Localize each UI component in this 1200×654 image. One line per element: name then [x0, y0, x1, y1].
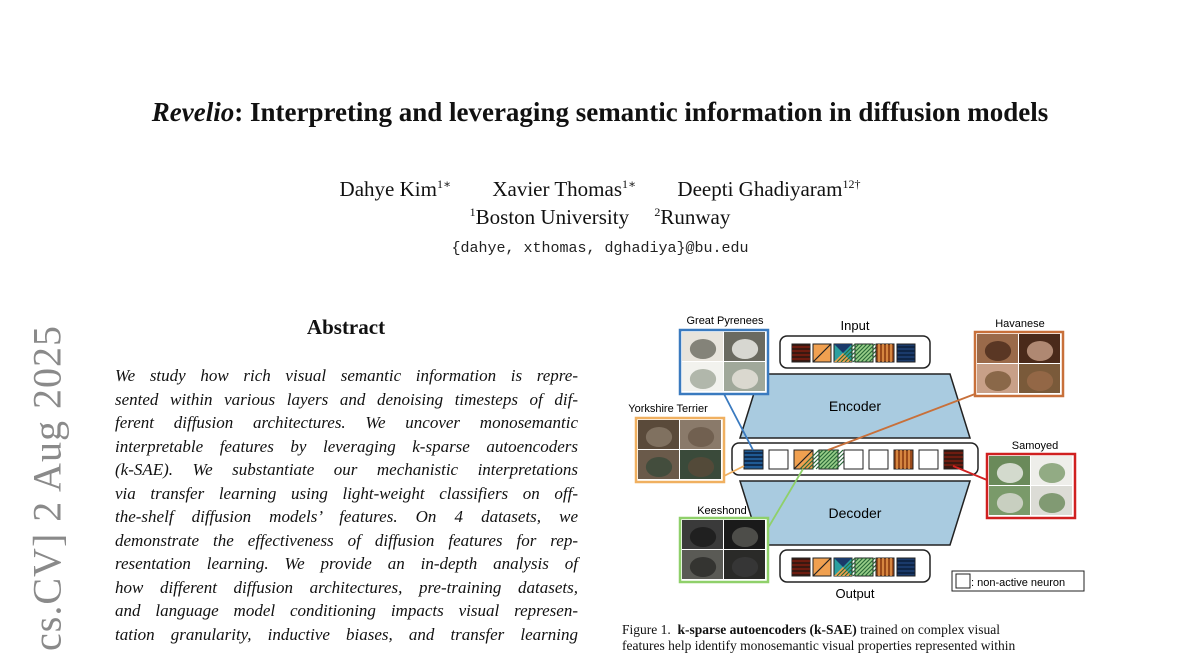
abstract-line: ferent diffusion architectures. We uncover monosemantic — [115, 413, 578, 432]
abstract-body — [115, 364, 578, 646]
neuron-cell — [894, 450, 913, 469]
dog-shape — [732, 339, 758, 359]
class-label: Keeshond — [697, 505, 747, 517]
abstract-line: resentation learning. We provide an in-depth analysis of — [115, 554, 578, 573]
class-label: Samoyed — [1011, 440, 1059, 452]
output-label: Output — [835, 586, 875, 601]
affiliation: $^2$Runway — [654, 205, 731, 229]
caption-label: Figure 1. — [622, 622, 671, 637]
class-label: Havanese — [995, 318, 1045, 330]
abstract-line: the-shelf diffusion models’ features. On 4 datasets, we — [115, 507, 578, 526]
dog-shape — [688, 427, 714, 447]
dog-shape — [732, 557, 758, 577]
affiliation: $^1$Boston University — [469, 205, 630, 229]
neuron-cell — [897, 558, 915, 576]
dog-shape — [997, 463, 1023, 483]
arxiv-stamp: cs.CV] 2 Aug 2025 — [24, 325, 70, 651]
abstract-heading: Abstract — [306, 315, 386, 339]
legend-swatch — [956, 574, 970, 588]
figure-ksae-diagram — [620, 308, 1090, 608]
dog-shape — [1027, 341, 1053, 361]
dog-shape — [1039, 493, 1065, 513]
abstract-line: interpretable features by leveraging k-sparse autoencoders — [115, 436, 578, 456]
dog-shape — [732, 527, 758, 547]
abstract-line: (k-SAE). We substantiate our mechanistic interpretations — [115, 460, 578, 479]
legend-label: : non-active neuron — [971, 577, 1066, 589]
abstract-line: and language model conditioning impacts visual represen- — [115, 601, 578, 620]
neuron-cell — [813, 344, 831, 362]
dog-shape — [690, 339, 716, 359]
class-image-group — [680, 315, 768, 394]
dog-shape — [1039, 463, 1065, 483]
latent-neuron-cells — [744, 450, 963, 469]
dog-shape — [646, 457, 672, 477]
dog-shape — [690, 527, 716, 547]
encoder-label: Encoder — [828, 398, 882, 414]
abstract-line: how different diffusion architectures, pre-training datasets, — [115, 577, 578, 597]
input-label: Input — [840, 318, 870, 333]
neuron-cell — [919, 450, 938, 469]
neuron-cell — [769, 450, 788, 469]
neuron-cell — [844, 450, 863, 469]
caption-bold: k-sparse autoencoders (k-SAE) — [677, 622, 857, 637]
neuron-cell — [876, 344, 894, 362]
title-rest: : Interpreting and leveraging semantic information in diffusion models — [234, 97, 1049, 127]
title-italic: Revelio — [151, 97, 235, 127]
neuron-cell — [876, 558, 894, 576]
neuron-cell — [869, 450, 888, 469]
dog-shape — [690, 557, 716, 577]
neuron-cell — [792, 344, 810, 362]
abstract-line: via transfer learning using light-weight classifiers on off- — [115, 483, 578, 503]
dog-shape — [690, 369, 716, 389]
abstract-line: We study how rich visual semantic information is repre- — [115, 366, 578, 385]
decoder-label: Decoder — [828, 505, 882, 521]
author: Xavier Thomas$^{1∗}$ — [492, 177, 637, 201]
caption-rest: trained on complex visual — [856, 622, 1000, 637]
dog-shape — [688, 457, 714, 477]
class-image-group — [987, 440, 1075, 518]
abstract-line: tation granularity, inductive biases, and transfer learning — [115, 624, 578, 644]
dog-shape — [985, 371, 1011, 391]
neuron-cell — [813, 558, 831, 576]
dog-shape — [985, 341, 1011, 361]
neuron-cell — [792, 558, 810, 576]
author-emails: {dahye, xthomas, dghadiya}@bu.edu — [451, 240, 749, 257]
neuron-cell — [744, 450, 763, 469]
dog-shape — [646, 427, 672, 447]
caption-line-2: features help identify monosemantic visual properties represented within — [622, 638, 1016, 653]
paper-title — [0, 97, 1200, 128]
dog-shape — [732, 369, 758, 389]
dog-shape — [997, 493, 1023, 513]
class-image-group — [975, 318, 1063, 396]
class-label: Great Pyrenees — [686, 315, 764, 327]
abstract-line: sented within various layers and denoising timesteps of dif- — [115, 389, 578, 409]
author: Dahye Kim$^{1∗}$ — [339, 177, 452, 201]
class-label: Yorkshire Terrier — [628, 403, 708, 415]
abstract-line: demonstrate the effectiveness of diffusion features for rep- — [115, 530, 578, 550]
dog-shape — [1027, 371, 1053, 391]
figure-caption — [622, 622, 1088, 654]
neuron-cell — [897, 344, 915, 362]
affiliations — [0, 205, 1200, 230]
author-list — [0, 177, 1200, 202]
author: Deepti Ghadiyaram$^{12\dagger}$ — [677, 177, 861, 201]
class-image-group — [628, 403, 724, 482]
